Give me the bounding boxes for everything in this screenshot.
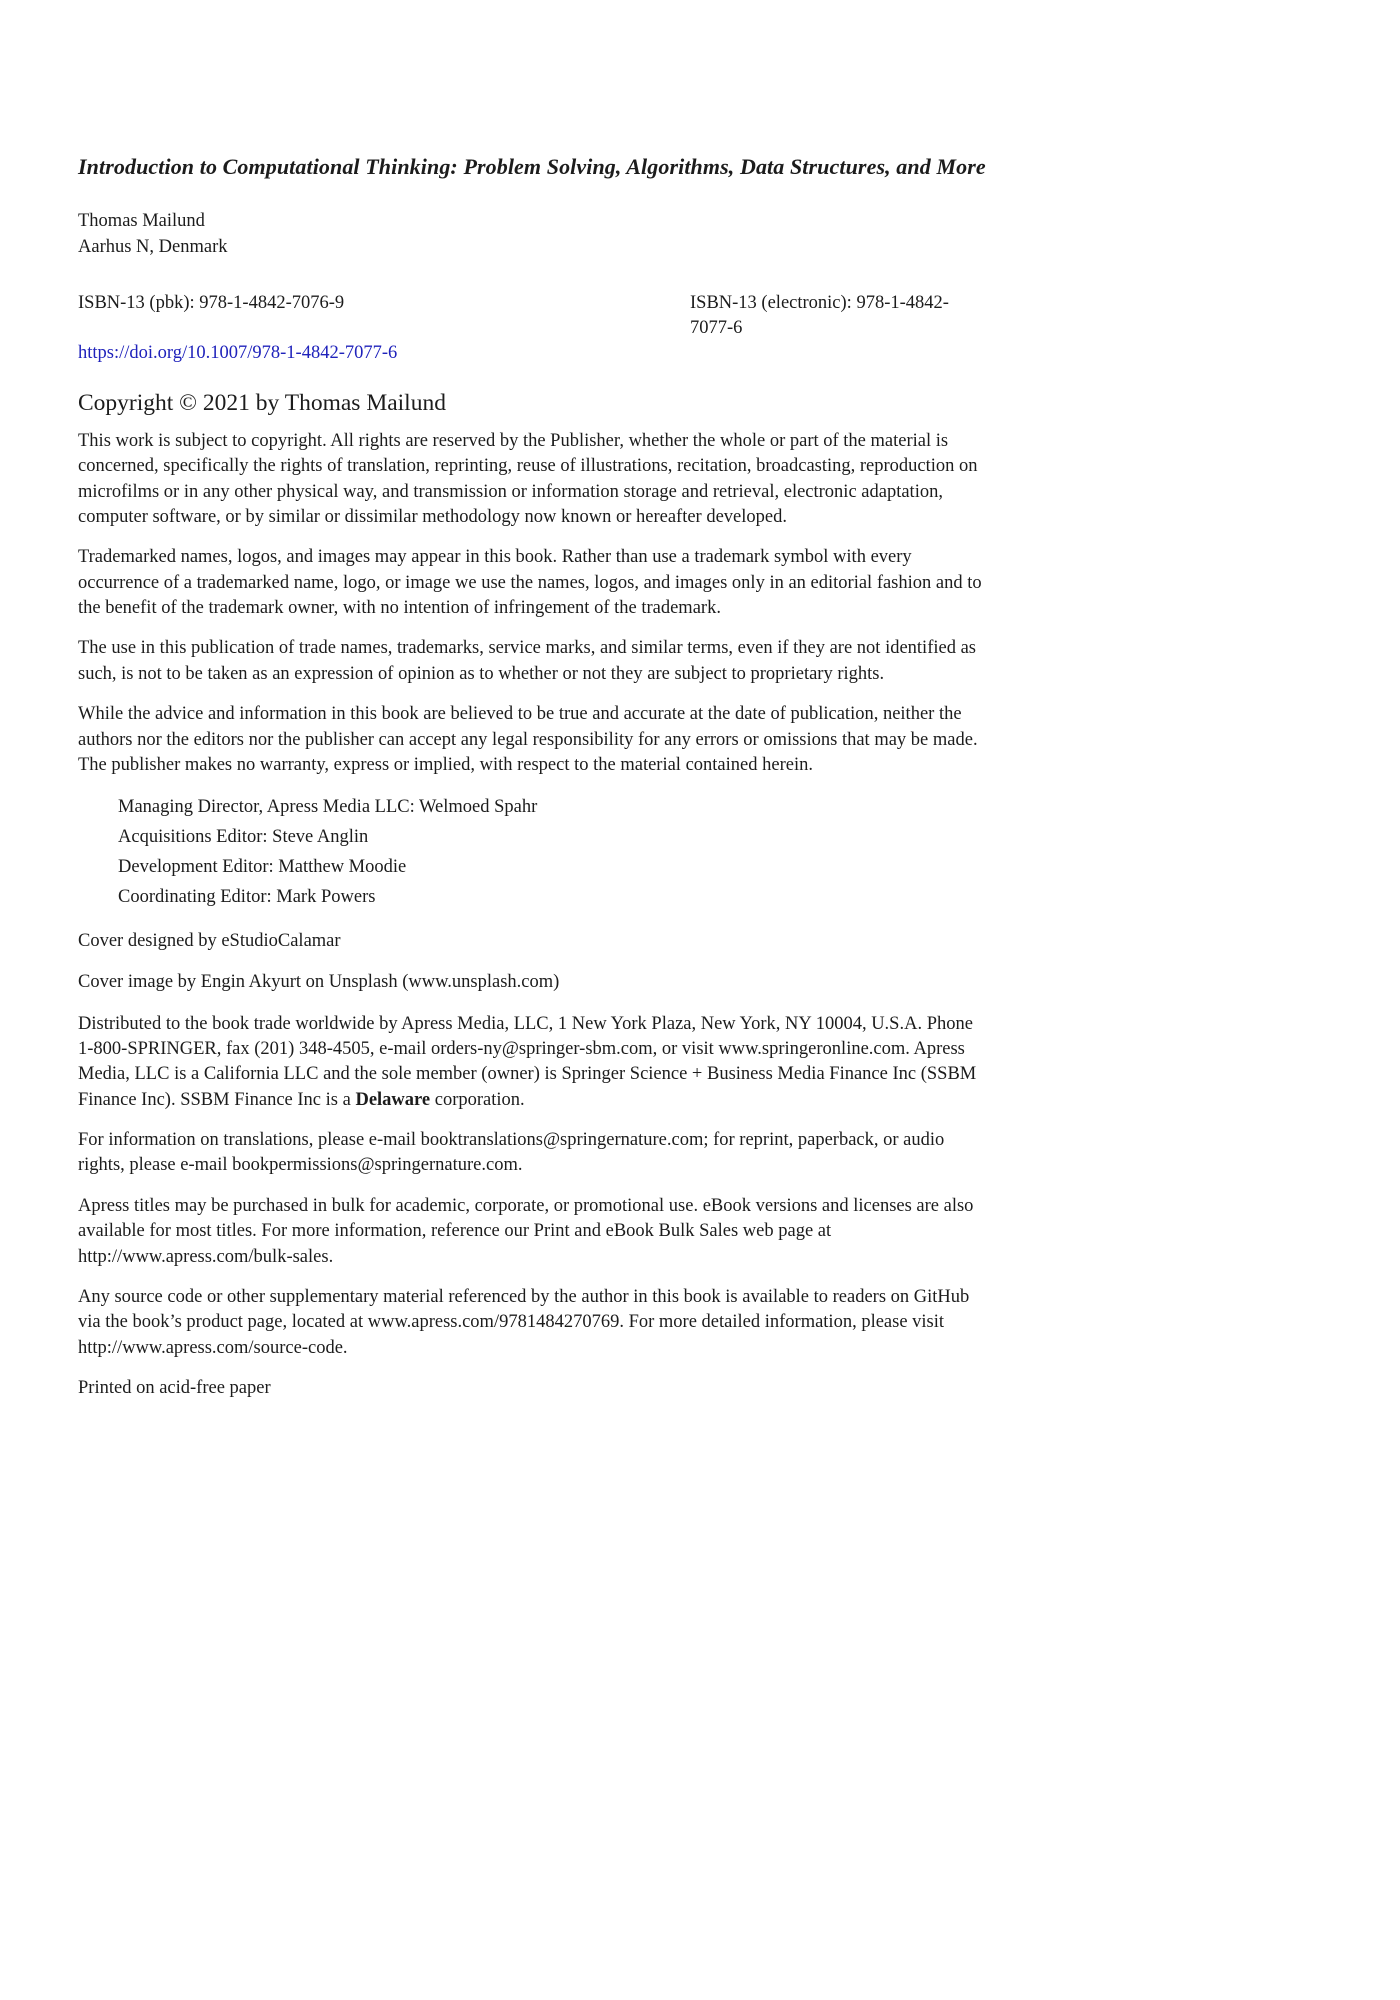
book-title: Introduction to Computational Thinking: Problem Solving, Algorithms, Data Structures, and More	[78, 154, 986, 179]
printed-on-paper-note: Printed on acid-free paper	[78, 1377, 271, 1398]
source-code-paragraph: Any source code or other supplementary material referenced by the author in this book is available to readers on GitHub via the book’s product page, located at www.apress.com/9781484270769. For more detailed information, please visit http://www.apress.com/source-code.	[78, 1286, 970, 1358]
isbn-row	[78, 291, 986, 341]
legal-paragraph-trade-names: The use in this publication of trade names, trademarks, service marks, and similar terms, even if they are not identified as such, is not to be taken as an expression of opinion as to whether or not they are subject to proprietary rights.	[78, 638, 976, 684]
legal-paragraph-disclaimer: While the advice and information in this book are believed to be true and accurate at the date of publication, neither the authors nor the editors nor the publisher can accept any legal responsibility for any errors or omissions that may be made. The publisher makes no warranty, express or implied, with respect to the material contained herein.	[78, 704, 978, 775]
distribution-text-bold: Delaware	[355, 1089, 431, 1110]
staff-line-acquisitions-editor: Acquisitions Editor: Steve Anglin	[118, 827, 369, 848]
translations-rights-paragraph: For information on translations, please e-mail booktranslations@springernature.com; for reprint, paperback, or audio rights, please e-mail bookpermissions@springernature.com.	[78, 1130, 945, 1176]
cover-image-line: Cover image by Engin Akyurt on Unsplash (www.unsplash.com)	[78, 972, 560, 993]
doi-line	[78, 341, 986, 366]
staff-line-managing-director: Managing Director, Apress Media LLC: Welmoed Spahr	[118, 797, 538, 818]
isbn-pbk: ISBN-13 (pbk): 978-1-4842-7076-9	[78, 293, 345, 314]
distribution-text-pre: Distributed to the book trade worldwide by Apress Media, LLC, 1 New York Plaza, New York, NY 10004, U.S.A. Phone 1-800-SPRINGER, fax (201) 348-4505, e-mail orders-ny@springer-sbm.com, or visit www.springeronline.com. Apress Media, LLC is a California LLC and the sole member (owner) is Springer Science + Business Media Finance Inc (SSBM Finance Inc). SSBM Finance Inc is a	[78, 1013, 977, 1110]
cover-designer-line: Cover designed by eStudioCalamar	[78, 931, 341, 952]
legal-paragraph-copyright: This work is subject to copyright. All rights are reserved by the Publisher, whether the whole or part of the material is concerned, specifically the rights of translation, reprinting, reuse of illustrations, recitation, broadcasting, reproduction on microfilms or in any other physical way, and transmission or information storage and retrieval, electronic adaptation, computer software, or by similar or dissimilar methodology now known or hereafter developed.	[78, 431, 978, 528]
copyright-heading: Copyright © 2021 by Thomas Mailund	[78, 390, 446, 417]
staff-block	[118, 793, 986, 913]
author-location: Aarhus N, Denmark	[78, 237, 228, 258]
staff-line-coordinating-editor: Coordinating Editor: Mark Powers	[118, 887, 376, 908]
doi-link[interactable]: https://doi.org/10.1007/978-1-4842-7077-6	[78, 343, 398, 364]
distribution-text-post: corporation.	[430, 1089, 525, 1110]
isbn-electronic: ISBN-13 (electronic): 978-1-4842-7077-6	[690, 293, 949, 339]
legal-paragraph-trademarks: Trademarked names, logos, and images may appear in this book. Rather than use a trademark symbol with every occurrence of a trademarked name, logo, or image we use the names, logos, and images only in an editorial fashion and to the benefit of the trademark owner, with no intention of infringement of the trademark.	[78, 547, 982, 619]
staff-line-development-editor: Development Editor: Matthew Moodie	[118, 857, 407, 878]
distribution-paragraph	[78, 1012, 986, 1113]
page-content	[78, 148, 986, 1401]
bulk-sales-paragraph: Apress titles may be purchased in bulk for academic, corporate, or promotional use. eBook versions and licenses are also available for most titles. For more information, reference our Print and eBook Bulk Sales web page at http://www.apress.com/bulk-sales.	[78, 1195, 974, 1267]
author-name: Thomas Mailund	[78, 211, 205, 232]
author-block	[78, 209, 986, 261]
